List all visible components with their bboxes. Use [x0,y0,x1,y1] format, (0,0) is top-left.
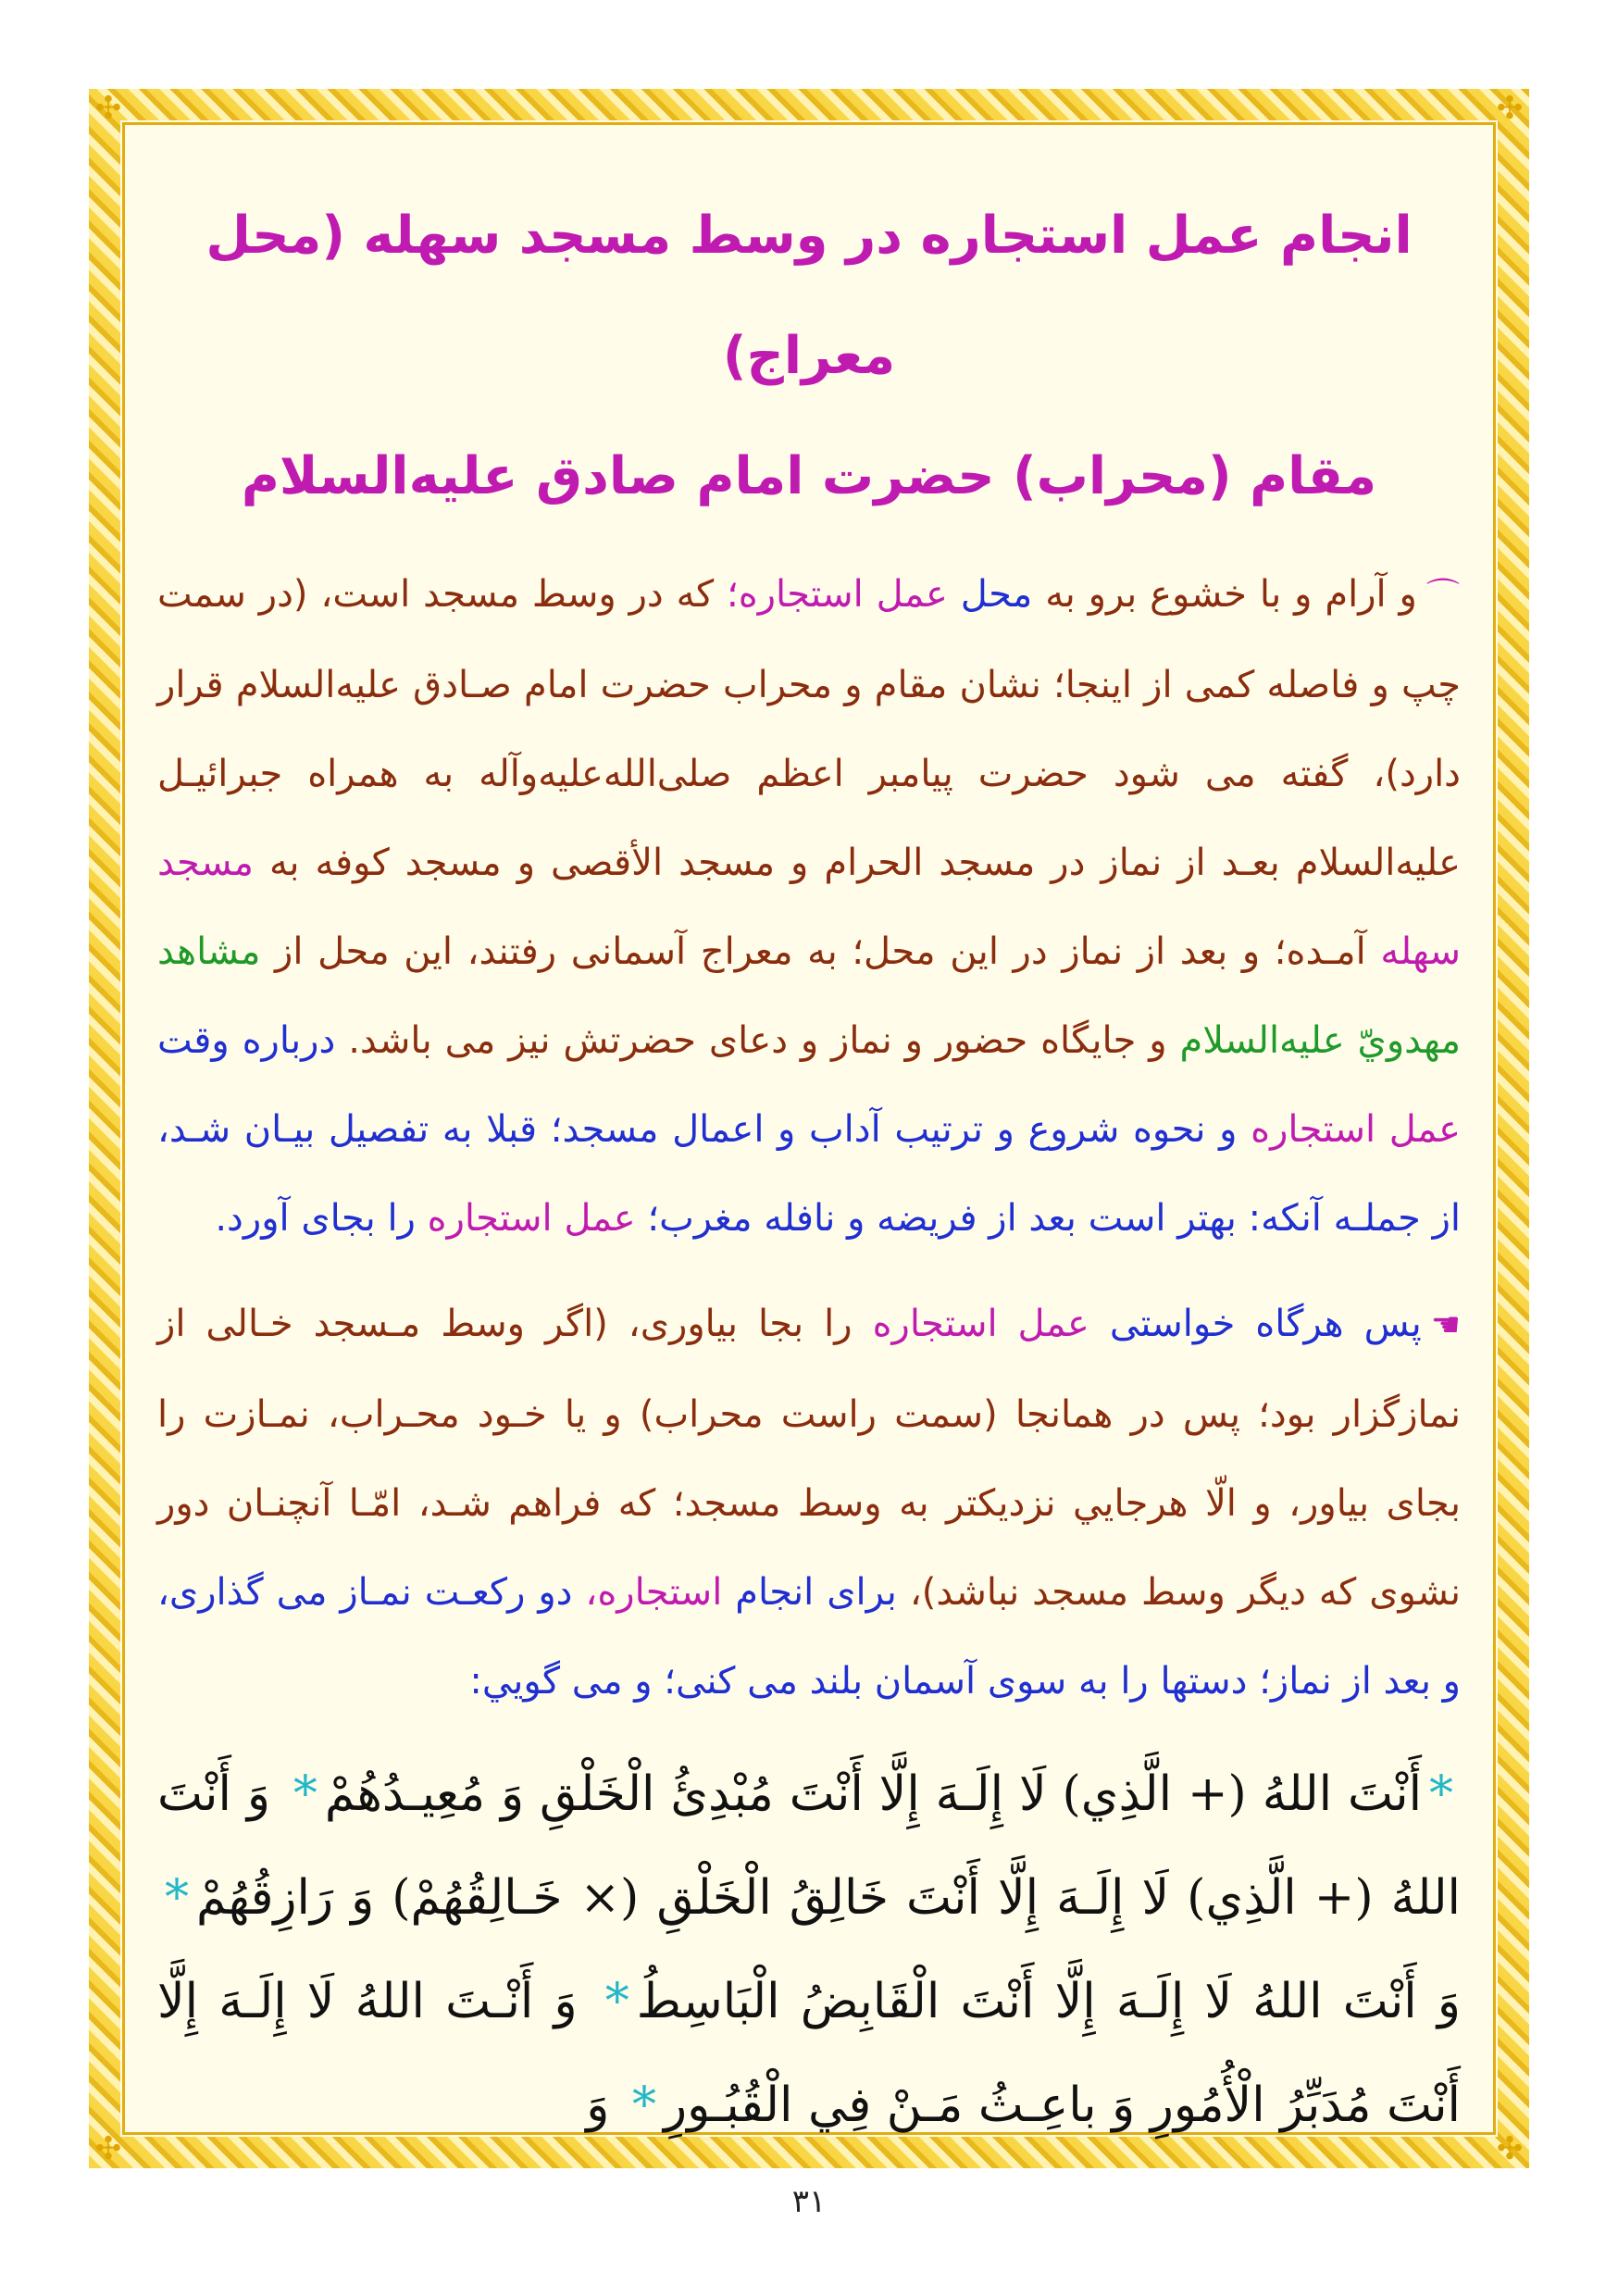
text-run: محل [960,573,1033,616]
corner-ornament-icon: ✣ [1496,2130,1524,2167]
text-run: دو رکعـت نمـاز می گذاری، و بعد از نماز؛ دستها را به سوی آسمان بلند می کنی؛ و می گويي: [157,1571,1461,1703]
supplication-phrase: وَ أَنْتَ اللهُ (+ الَّذِي) لَا إِلَـهَ إِلَّا أَنْتَ خَالِقُ الْخَلْقِ (× خَـالِقُهُمْ) وَ رَازِقُهُمْ [157,1766,1461,1926]
text-run: را بجای آورد. [215,1197,416,1240]
supplication-phrase: وَ [586,2078,610,2133]
star-icon: * [631,2078,656,2133]
star-icon: * [165,1870,189,1926]
text-run: عمل استجاره [1251,1108,1462,1151]
supplication-phrase: وَ أَنْـتَ اللهُ لَا إِلَـهَ إِلَّا أَنْتَ مُدَبِّرُ الْأُمُورِ وَ باعِـثُ مَـنْ فِي الْقُبُـورِ [157,1974,1461,2133]
supplication-phrase: وَ أَنْتَ اللهُ لَا إِلَـهَ إِلَّا أَنْتَ الْقَابِضُ الْبَاسِطُ [636,1974,1461,2029]
supplication-text [157,1742,1461,2157]
text-run: و جایگاه حضور و نماز و دعای حضرتش نیز می باشد. [348,1019,1167,1062]
text-run: و نحوه شروع و ترتیب آداب و اعمال مسجد؛ قبلا به تفصیل بیـان شـد، از جملـه [157,1108,1461,1240]
text-run: درباره وقت [157,1019,336,1062]
text-run: آنکه: بهتر است بعد از فریضه و نافله مغرب؛ [647,1197,1322,1240]
page-number: ٣١ [791,2183,827,2220]
star-icon: * [1429,1766,1454,1822]
text-run: آمـده؛ و بعد از نماز در این محل؛ به معراج آسمانی رفتند، این محل از [275,930,1366,973]
dome-icon: ⌒ [1425,577,1461,615]
title-line-2: مقام (محراب) حضرت امام صادق عليه‌السلام [241,446,1377,506]
star-icon: * [604,1974,629,2029]
text-run: که در وسط مسجد است، (در سمت چپ و فاصله کمی از اینجا؛ نشان مقام و محراب حضرت امام صـادق عليه‌السلام قرار دارد)، گفته می شود حضرت پیامبر اعظم صلى‌الله‌عليه‌وآله به همراه جبرائیـل عليه‌السلام بعـد از نماز در مسجد الحرام و مسجد الأقصى و مسجد کوفه به [157,573,1461,884]
corner-ornament-icon: ✣ [94,2130,122,2167]
text-run: عمل استجاره [427,1197,636,1240]
pointing-hand-icon: ☚ [1430,1306,1462,1344]
text-run: استجاره، [585,1571,723,1614]
title-line-1: انجام عمل استجاره در وسط مسجد سهله (محل معراج) [205,206,1413,386]
text-run: پس هرگاه خواستی [1109,1303,1422,1345]
text-run: مسجد سهله [157,842,1462,973]
text-run: مشاهد مهدويّ عليه‌السلام [157,930,1462,1062]
paragraph-1 [157,550,1461,1263]
text-run: عمل استجاره [872,1303,1089,1345]
supplication-phrase: أَنْتَ اللهُ (+ الَّذِي) لَا إِلَـهَ إِلَّا أَنْتَ مُبْدِئُ الْخَلْقِ وَ مُعِيـدُهُمْ [324,1766,1423,1822]
text-run: و آرام و با خشوع برو به [1045,573,1417,616]
corner-ornament-icon: ✣ [1496,90,1524,127]
text-run: عمل استجاره؛ [727,573,948,616]
page-title [157,176,1461,537]
corner-ornament-icon: ✣ [94,90,122,127]
text-run: را بجا بیاوری، (اگر وسط مـسجد خـالی از نمازگزار بود؛ پس در همانجا (سمت راست محراب) و یا خـود محـراب، نمـازت را بجای بیاور، و الّا هرجايي نزديکتر به وسط مسجد؛ که فراهم شـد، امّـا آنچنـان دور نشوی که دیگر وسط مسجد نباشد)، [157,1303,1462,1614]
page-content [157,176,1462,2133]
paragraph-2 [157,1279,1461,1726]
star-icon: * [292,1766,317,1822]
text-run: برای انجام [735,1571,897,1614]
